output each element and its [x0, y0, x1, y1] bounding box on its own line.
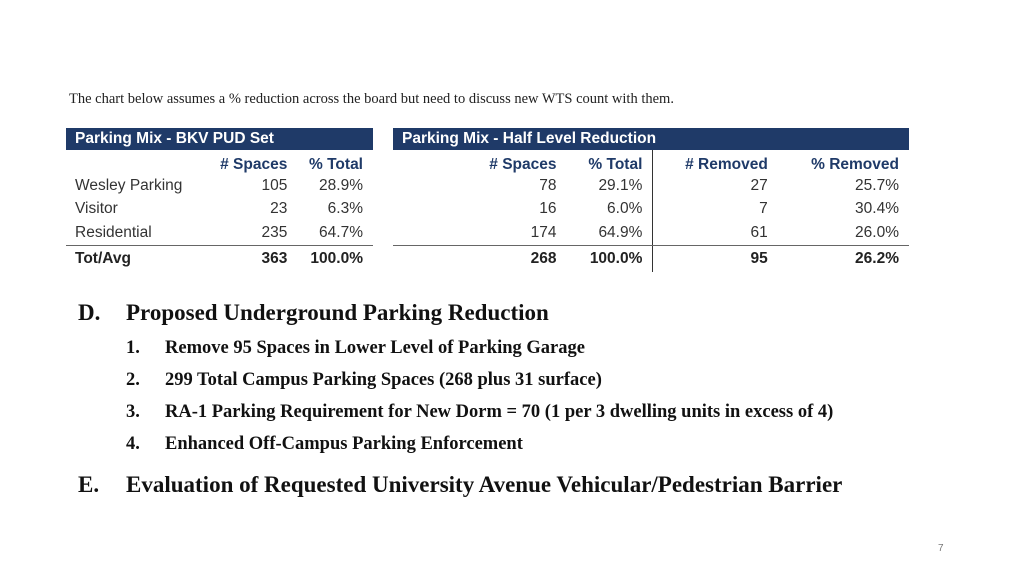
total-row — [66, 245, 373, 272]
parking-mix-reduction-table — [393, 128, 909, 272]
cell-removed: 7 — [653, 198, 778, 222]
cell-spaces: 363 — [261, 249, 288, 267]
cell-pct: 64.7% — [297, 221, 373, 245]
table-row — [66, 198, 373, 222]
list-number: 2. — [126, 370, 140, 390]
cell-pct-removed: 26.0% — [778, 221, 909, 245]
cell-pct: 100.0% — [310, 249, 363, 267]
outline-title: Proposed Underground Parking Reduction — [126, 300, 549, 325]
cell-pct-removed: 26.2% — [855, 249, 899, 267]
cell-pct-removed: 25.7% — [855, 176, 899, 194]
list-text: 299 Total Campus Parking Spaces (268 plus 31 surface) — [165, 370, 602, 390]
list-text: Remove 95 Spaces in Lower Level of Parking Garage — [165, 338, 585, 358]
cell-spaces: 16 — [539, 200, 557, 218]
page-number: 7 — [938, 543, 944, 554]
outline-title: Evaluation of Requested University Avenue Vehicular/Pedestrian Barrier — [126, 472, 843, 497]
list-text: Enhanced Off-Campus Parking Enforcement — [165, 434, 523, 454]
column-header: # Removed — [653, 150, 778, 174]
cell-removed: 61 — [653, 221, 778, 245]
table-title: Parking Mix - BKV PUD Set — [66, 128, 373, 150]
intro-text: The chart below assumes a % reduction across the board but need to discuss new WTS count with them. — [69, 91, 674, 107]
cell-pct: 6.3% — [327, 200, 363, 218]
cell-pct: 6.0% — [607, 200, 643, 218]
column-header: # Spaces — [489, 156, 557, 173]
outline-letter: E. — [78, 472, 100, 497]
parking-mix-bkv-table — [66, 128, 373, 272]
column-header: % Total — [588, 156, 643, 173]
cell-spaces: 174 — [463, 221, 566, 245]
cell-spaces: 268 — [530, 249, 557, 267]
outline-letter: D. — [78, 300, 101, 325]
column-header: % Total — [309, 156, 363, 173]
row-label: Residential — [66, 221, 206, 245]
cell-pct-removed: 30.4% — [855, 200, 899, 218]
cell-spaces: 78 — [539, 176, 557, 194]
table-row — [393, 221, 909, 245]
cell-pct: 64.9% — [566, 221, 652, 245]
column-header: # Spaces — [220, 156, 288, 173]
row-label: Visitor — [75, 200, 118, 218]
list-text: RA-1 Parking Requirement for New Dorm = 70 (1 per 3 dwelling units in excess of 4) — [165, 402, 834, 422]
cell-pct: 100.0% — [589, 249, 643, 267]
cell-spaces: 23 — [270, 200, 288, 218]
column-header: % Removed — [811, 156, 899, 173]
cell-pct: 28.9% — [319, 176, 363, 194]
cell-removed: 95 — [653, 245, 778, 272]
list-number: 4. — [126, 434, 140, 454]
cell-spaces: 235 — [206, 221, 297, 245]
list-number: 3. — [126, 402, 140, 422]
table-title: Parking Mix - Half Level Reduction — [393, 128, 909, 150]
table-row — [393, 174, 909, 198]
total-row — [393, 245, 909, 272]
row-label: Tot/Avg — [75, 249, 131, 267]
table-row — [393, 198, 909, 222]
cell-removed: 27 — [653, 174, 778, 198]
cell-spaces: 105 — [261, 176, 288, 194]
table-row — [66, 174, 373, 198]
row-label: Wesley Parking — [75, 176, 183, 194]
list-number: 1. — [126, 338, 140, 358]
cell-pct: 29.1% — [598, 176, 643, 194]
table-row — [66, 221, 373, 245]
